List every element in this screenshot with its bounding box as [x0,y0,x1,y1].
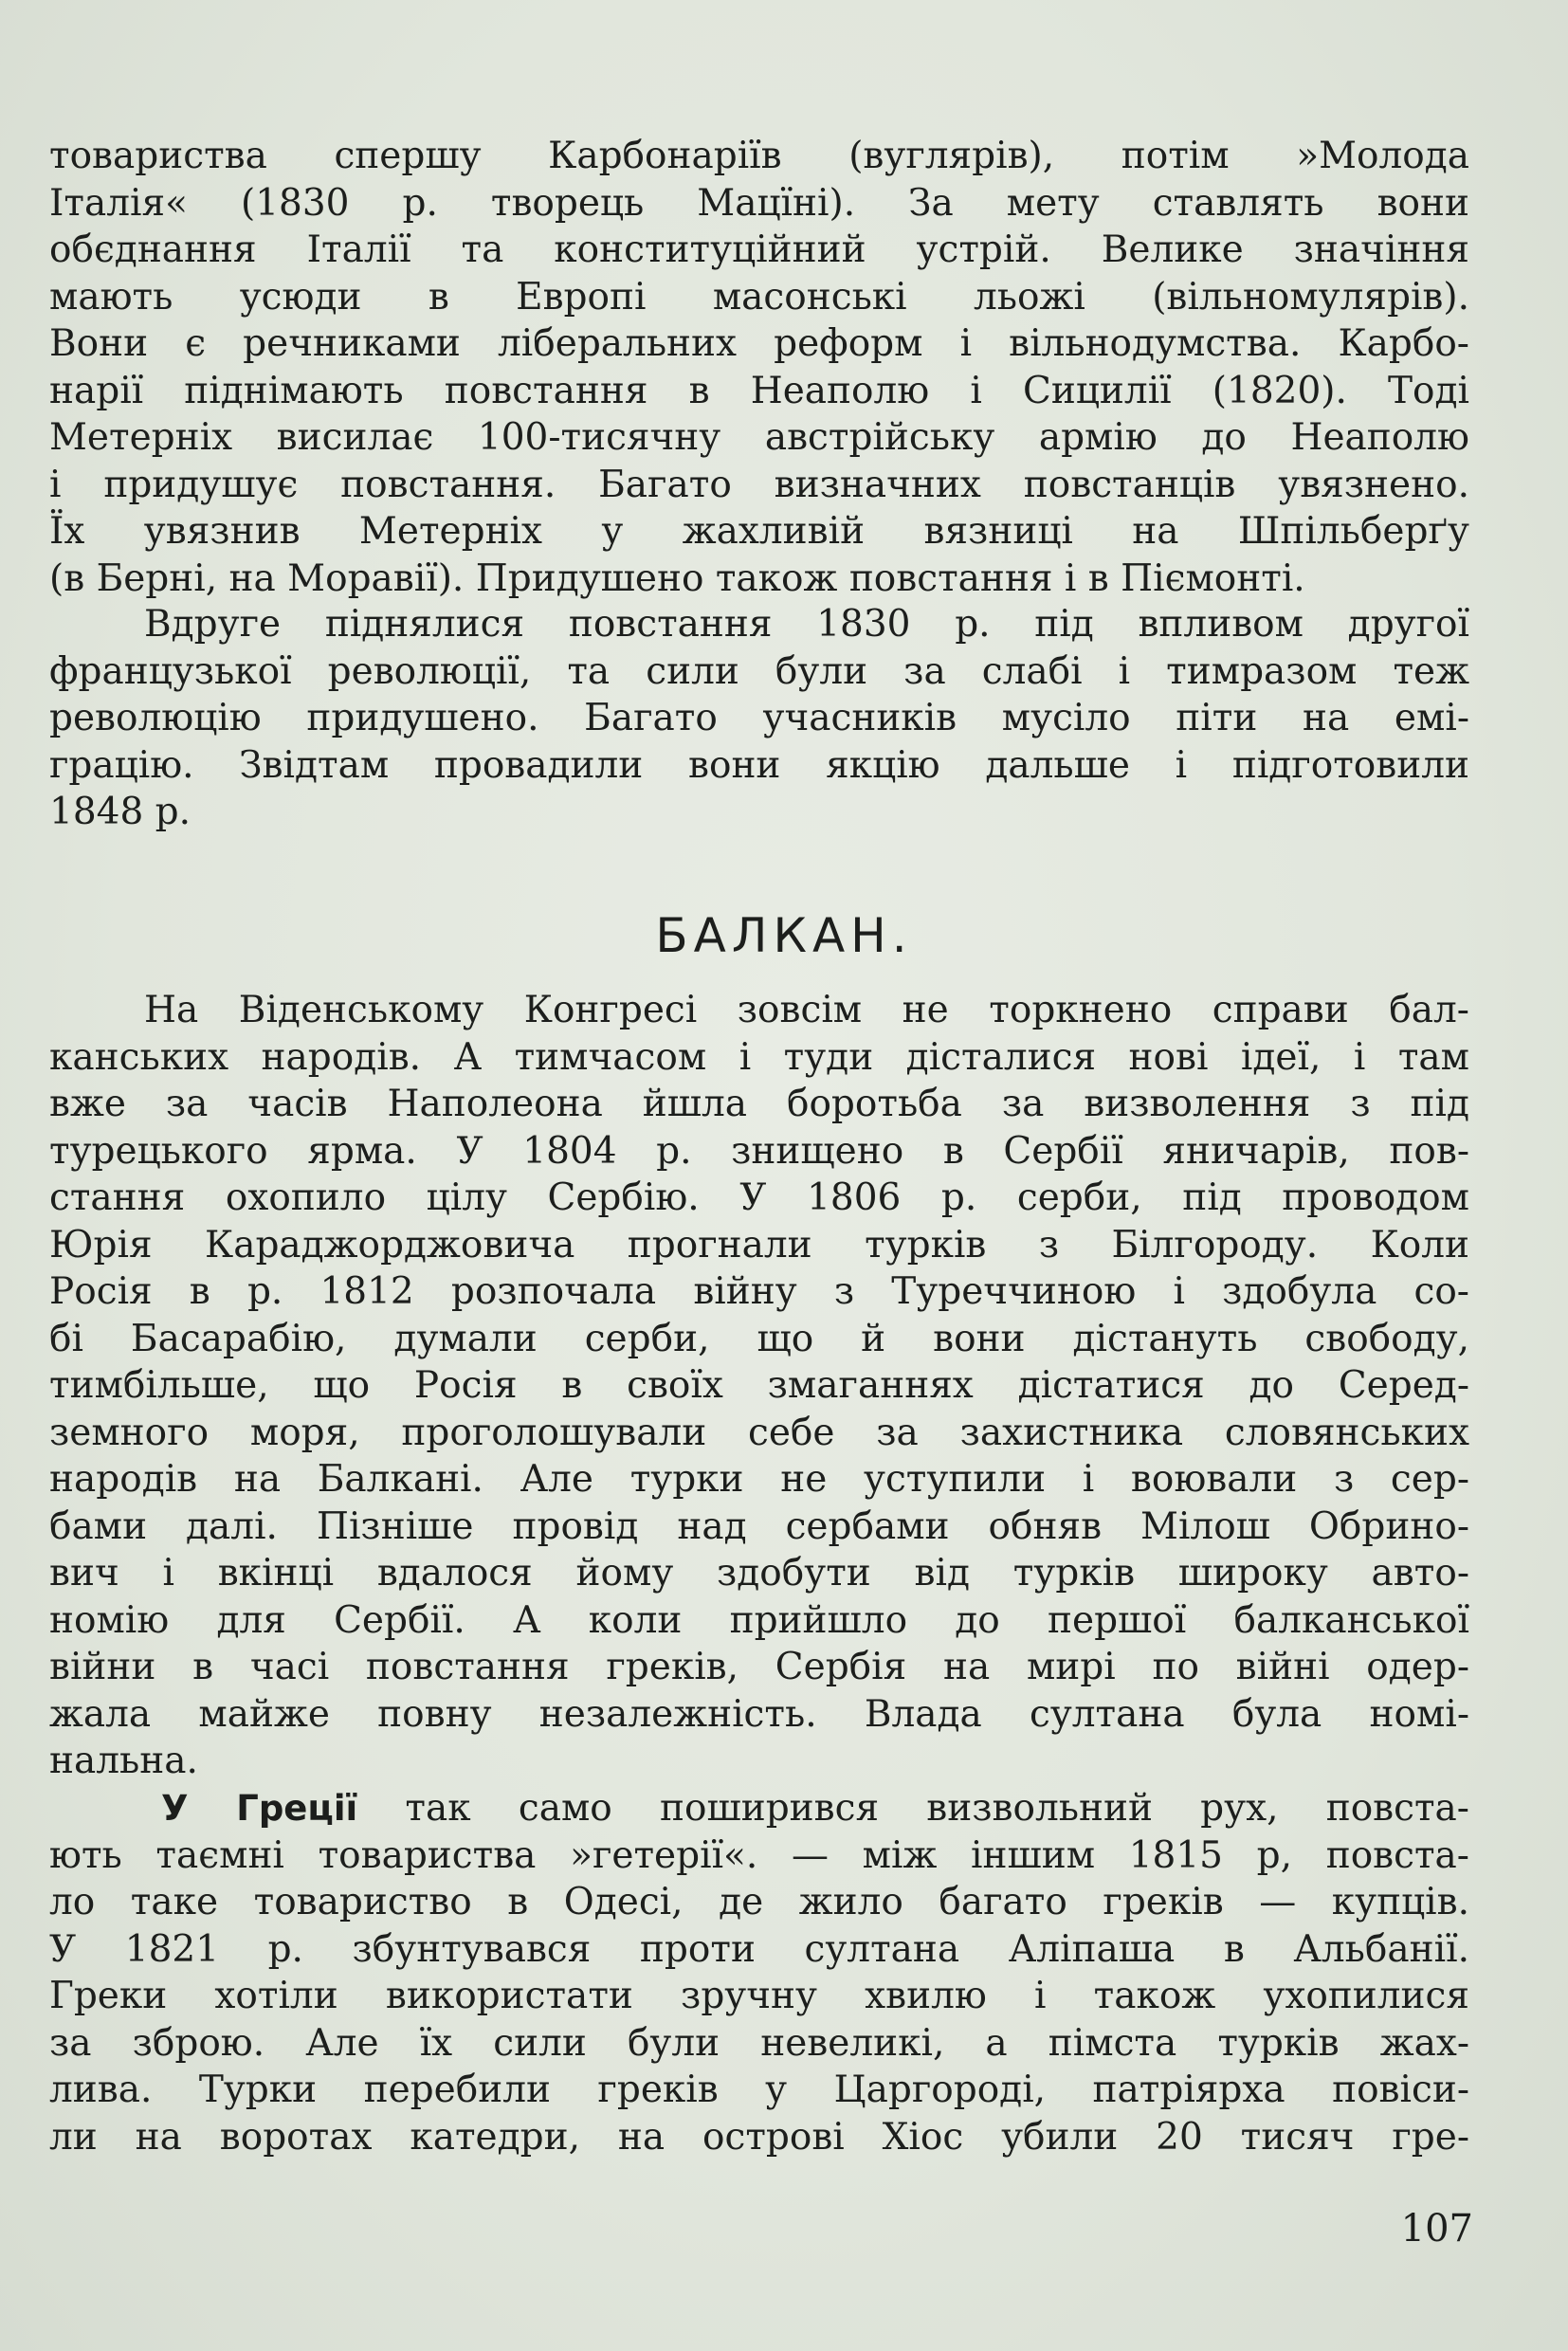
text-line: ло таке товариство в Одесі, де жило багато греків — купців. [49,1881,1469,1923]
text-line: канських народів. А тимчасом і туди дісталися нові ідеї, і там [49,1035,1469,1079]
text-line: мають усюди в Европі масонські льожі (вільномулярів). [49,275,1469,319]
section-heading-balkan: БАЛКАН. [655,908,913,963]
text-line: за зброю. Але їх сили були невеликі, а пімста турків жах- [49,2021,1469,2065]
text-line: і придушує повстання. Багато визначних повстанців увязнено. [49,463,1469,506]
text-line: Греки хотіли використати зручну хвилю і також ухопилися [49,1975,1469,2017]
text-line: У 1821 р. збунтувався проти султана Аліпаша в Альбанії. [49,1927,1469,1971]
text-line: нальна. [49,1740,198,1782]
text-line: Італія« (1830 р. творець Мацїні). За мету ставлять вони [49,181,1469,225]
text-line: 1848 р. [49,791,191,833]
paragraph-serbia [49,987,1469,1785]
text-line: Їх увязнив Метерніх у жахливій вязниці на Шпільберґу [49,510,1469,553]
text-line: лива. Турки перебили греків у Царгороді, патріярха повіси- [49,2069,1469,2111]
text-line: вич і вкінці вдалося йому здобути від турків широку авто- [49,1552,1469,1595]
text-line: земного моря, проголошували себе за захистника словянських [49,1411,1469,1454]
text-line: революцію придушено. Багато учасників мусіло піти на емі- [49,697,1469,739]
text-line: ють таємні товариства »гетерії«. — між іншим 1815 р, повста- [49,1833,1469,1877]
text-line: турецького ярма. У 1804 р. знищено в Сербії яничарів, пов- [49,1129,1469,1173]
text-line [49,1785,1469,1832]
text-line: товариства спершу Карбонаріїв (вуглярів), потім »Молода [49,135,1469,177]
text-line: Вони є речниками ліберальних реформ і вільнодумства. Карбо- [49,322,1469,365]
text-line: ли на воротах катедри, на острові Хіос убили 20 тисяч гре- [49,2115,1469,2159]
text-line: Юрія Караджорджовича прогнали турків з Білгороду. Коли [49,1223,1469,1267]
paragraph-greece [49,1785,1469,2160]
text-line: нарії піднімають повстання в Неаполю і Сицилії (1820). Тоді [49,369,1469,412]
text-line: Метерніх висилає 100-тисячну австрійську армію до Неаполю [49,416,1469,459]
text-line: бами далі. Пізніше провід над сербами обняв Мілош Обрино- [49,1504,1469,1548]
bold-lead-greece: У Греції [161,1788,358,1829]
text-line: вже за часів Наполеона йшла боротьба за визволення з під [49,1083,1469,1125]
paragraph-1830-uprisings [49,601,1469,836]
text-line: народів на Балкані. Але турки не уступили і воювали з сер- [49,1458,1469,1501]
text-line: Росія в р. 1812 розпочала війну з Туреччиною і здобула со- [49,1270,1469,1313]
text-line: (в Берні, на Моравії). Придушено також повстання і в Піємонті. [49,556,1305,600]
text-line: На Віденському Конгресі зовсім не торкнено справи бал- [144,989,1469,1031]
paragraph-carbonari [49,133,1469,602]
page-number: 107 [1400,2207,1473,2251]
text-line: французької революції, та сили були за слабі і тимразом теж [49,649,1469,693]
text-line: жала майже повну незалежність. Влада султана була номі- [49,1692,1469,1736]
text-line: тимбільше, що Росія в своїх змаганнях дістатися до Серед- [49,1364,1469,1407]
text-line: бі Басарабію, думали серби, що й вони дістануть свободу, [49,1317,1469,1360]
text-line: обєднання Італії та конституційний устрій. Велике значіння [49,228,1469,271]
text-line: грацію. Звідтам провадили вони якцію дальше і підготовили [49,743,1469,787]
text-line: війни в часі повстання греків, Сербія на мирі по війні одер- [49,1646,1469,1688]
text-fragment: так само поширився визвольний рух, повста- [405,1787,1469,1830]
text-line: стання охопило цілу Сербію. У 1806 р. серби, під проводом [49,1176,1469,1219]
text-line: номію для Сербії. А коли прийшло до першої балканської [49,1598,1469,1642]
text-line: Вдруге піднялися повстання 1830 р. під впливом другої [144,603,1469,646]
